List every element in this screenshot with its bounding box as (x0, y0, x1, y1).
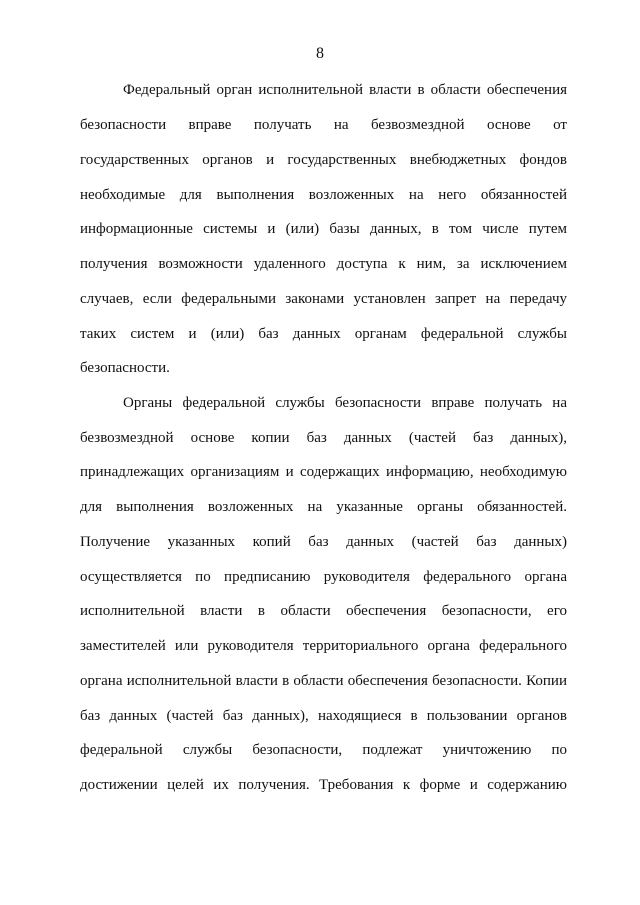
paragraph-1-line-4: необходимые для выполнения возложенных на него обязанностей (80, 187, 567, 203)
paragraph-1-line-5: информационные системы и (или) базы данных, в том числе путем (80, 221, 567, 237)
paragraph-2-line-9: органа исполнительной власти в области обеспечения безопасности. Копии (80, 673, 567, 689)
paragraph-1-line-7: случаев, если федеральными законами установлен запрет на передачу (80, 291, 567, 307)
paragraph-2-line-2: безвозмездной основе копии баз данных (частей баз данных), (80, 430, 567, 446)
page-number: 8 (316, 45, 324, 62)
paragraph-2-line-10: баз данных (частей баз данных), находящиеся в пользовании органов (80, 708, 567, 724)
paragraph-2-line-12: достижении целей их получения. Требования к форме и содержанию (80, 777, 567, 793)
paragraph-1-line-9: безопасности. (80, 360, 170, 376)
paragraph-1-line-6: получения возможности удаленного доступа к ним, за исключением (80, 256, 567, 272)
paragraph-1-line-2: безопасности вправе получать на безвозмездной основе от (80, 117, 567, 133)
paragraph-2-line-5: Получение указанных копий баз данных (частей баз данных) (80, 534, 567, 550)
paragraph-1-line-3: государственных органов и государственных внебюджетных фондов (80, 152, 567, 168)
paragraph-2-line-6: осуществляется по предписанию руководителя федерального органа (80, 569, 567, 585)
paragraph-1-line-8: таких систем и (или) баз данных органам федеральной службы (80, 326, 567, 342)
paragraph-2-line-7: исполнительной власти в области обеспечения безопасности, его (80, 603, 567, 619)
paragraph-2-line-4: для выполнения возложенных на указанные органы обязанностей. (80, 499, 567, 515)
paragraph-2-line-3: принадлежащих организациям и содержащих информацию, необходимую (80, 464, 567, 480)
paragraph-1-line-1: Федеральный орган исполнительной власти в области обеспечения (123, 82, 567, 98)
paragraph-2-line-11: федеральной службы безопасности, подлежат уничтожению по (80, 742, 567, 758)
paragraph-2-line-8: заместителей или руководителя территориального органа федерального (80, 638, 567, 654)
paragraph-2-line-1: Органы федеральной службы безопасности вправе получать на (123, 395, 567, 411)
